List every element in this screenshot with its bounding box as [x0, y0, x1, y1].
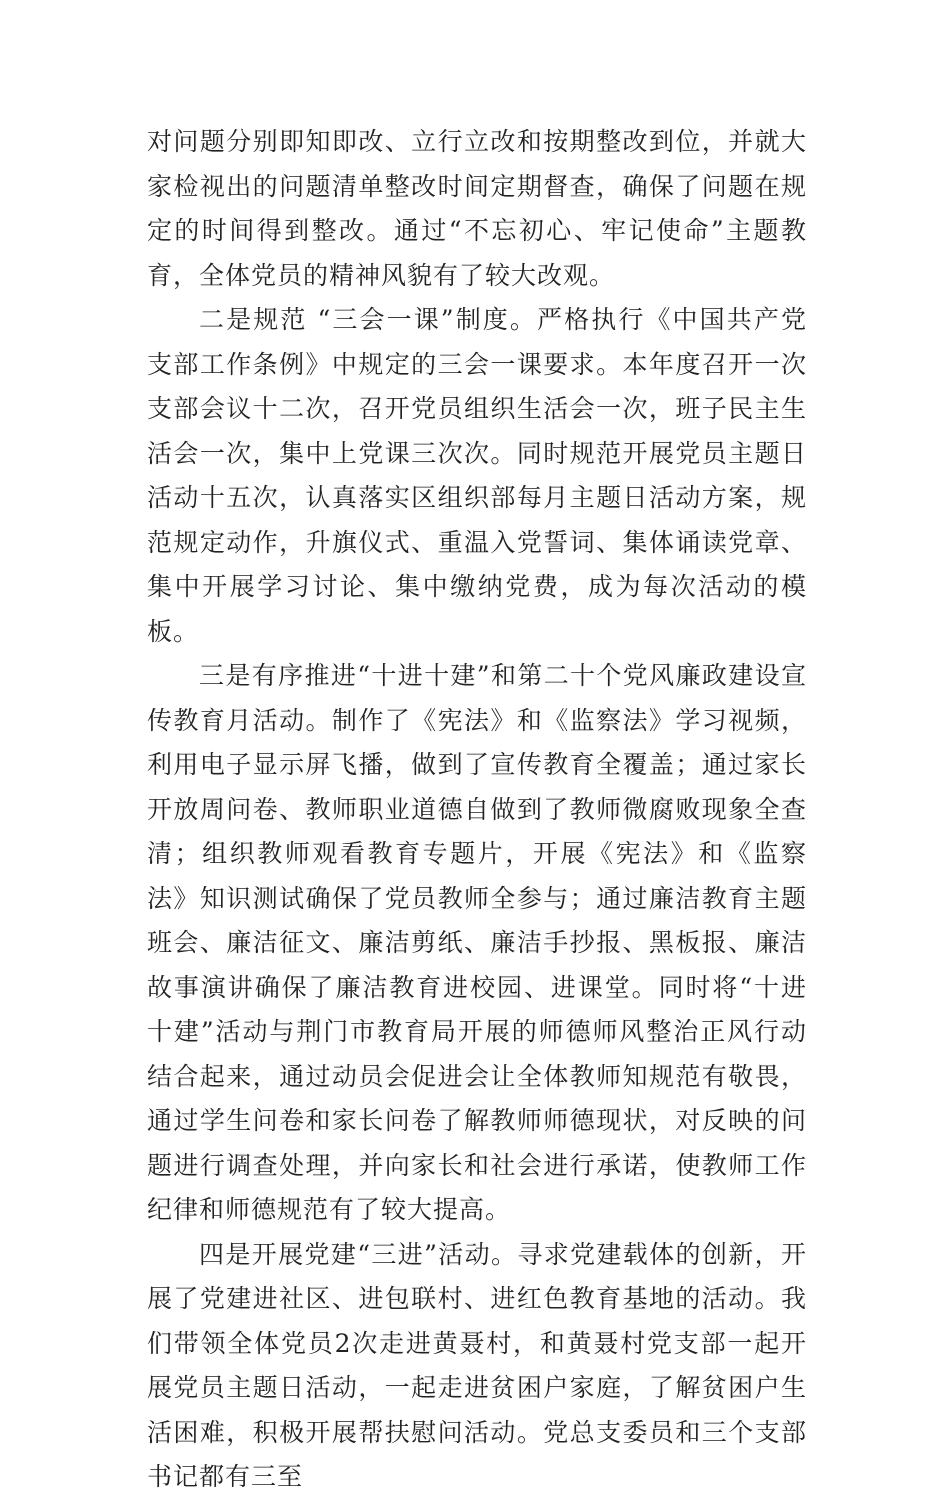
paragraph-1: 对问题分别即知即改、立行立改和按期整改到位，并就大家检视出的问题清单整改时间定期督查，确保了问题在规定的时间得到整改。通过“不忘初心、牢记使命”主题教育，全体党员的精神风貌有了较大改观。 — [147, 127, 807, 290]
paragraph-2: 二是规范 “三会一课”制度。严格执行《中国共产党支部工作条例》中规定的三会一课要求。本年度召开一次支部会议十二次，召开党员组织生活会一次，班子民主生活会一次，集中上党课三次次。同时规范开展党员主题日活动十五次，认真落实区组织部每月主题日活动方案，规范规定动作，升旗仪式、重温入党誓词、集体诵读党章、集中开展学习讨论、集中缴纳党费，成为每次活动的模板。 — [147, 305, 807, 646]
document-body — [147, 120, 807, 1500]
paragraph-3: 三是有序推进“十进十建”和第二十个党风廉政建设宣传教育月活动。制作了《宪法》和《监察法》学习视频，利用电子显示屏飞播，做到了宣传教育全覆盖；通过家长开放周问卷、教师职业道德自做到了教师微腐败现象全查清；组织教师观看教育专题片，开展《宪法》和《监察法》知识测试确保了党员教师全参与；通过廉洁教育主题班会、廉洁征文、廉洁剪纸、廉洁手抄报、黑板报、廉洁故事演讲确保了廉洁教育进校园、进课堂。同时将“十进十建”活动与荆门市教育局开展的师德师风整治正风行动结合起来，通过动员会促进会让全体教师知规范有敬畏，通过学生问卷和家长问卷了解教师师德现状，对反映的问题进行调查处理，并向家长和社会进行承诺，使教师工作纪律和师德规范有了较大提高。 — [147, 661, 807, 1224]
paragraph-4: 四是开展党建“三进”活动。寻求党建载体的创新，开展了党建进社区、进包联村、进红色教育基地的活动。我们带领全体党员2次走进黄聂村，和黄聂村党支部一起开展党员主题日活动，一起走进贫困户家庭，了解贫困户生活困难，积极开展帮扶慰问活动。党总支委员和三个支部书记都有三至 — [147, 1239, 807, 1491]
